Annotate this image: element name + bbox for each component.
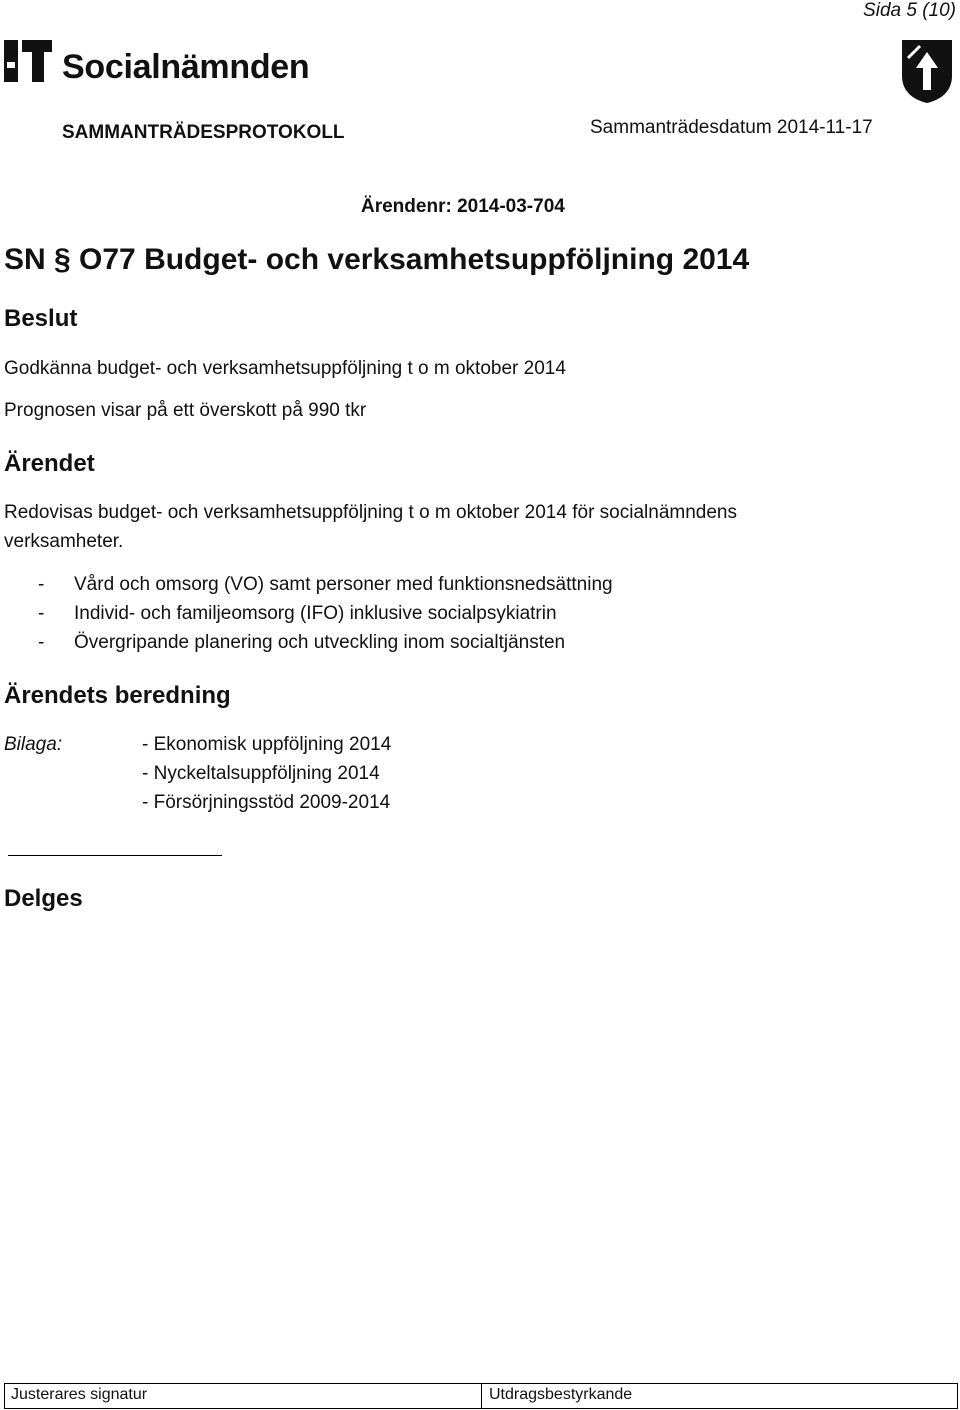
- list-item-text: Vård och omsorg (VO) samt personer med funktionsnedsättning: [74, 574, 613, 595]
- case-number: Ärendenr: 2014-03-704: [361, 196, 565, 217]
- attachment-item: - Försörjningsstöd 2009-2014: [142, 792, 391, 813]
- signature-footer: [4, 1383, 958, 1409]
- decision-heading: Beslut: [4, 305, 78, 332]
- decision-line: Godkänna budget- och verksamhetsuppföljning t o m oktober 2014: [4, 358, 566, 379]
- matter-paragraph-line: Redovisas budget- och verksamhetsuppföljning t o m oktober 2014 för socialnämndens: [4, 502, 737, 523]
- attachment-label: Bilaga:: [4, 734, 63, 755]
- bullet-marker: -: [38, 603, 45, 624]
- list-item-text: Individ- och familjeomsorg (IFO) inklusive socialpsykiatrin: [74, 603, 557, 624]
- certification-label: Utdragsbestyrkande: [489, 1386, 633, 1403]
- organization-name: Socialnämnden: [62, 48, 310, 86]
- preparation-heading: Ärendets beredning: [4, 682, 231, 709]
- matter-heading: Ärendet: [4, 450, 95, 477]
- page-title: SN § O77 Budget- och verksamhetsuppföljning 2014: [4, 243, 750, 276]
- footer-divider: [481, 1384, 482, 1408]
- signature-label: Justerares signatur: [11, 1386, 148, 1403]
- decision-line: Prognosen visar på ett överskott på 990 tkr: [4, 400, 367, 421]
- list-item: [38, 603, 557, 625]
- list-item: [38, 632, 565, 654]
- distribution-heading: Delges: [4, 885, 83, 912]
- divider: [8, 855, 222, 856]
- coat-of-arms-icon: [900, 38, 954, 104]
- meeting-date: Sammanträdesdatum 2014-11-17: [590, 117, 873, 138]
- list-item: [38, 574, 613, 596]
- page-number: Sida 5 (10): [863, 0, 956, 21]
- municipality-logo-icon: [4, 40, 52, 82]
- bullet-marker: -: [38, 574, 45, 595]
- bullet-marker: -: [38, 632, 45, 653]
- matter-paragraph-line: verksamheter.: [4, 531, 124, 552]
- list-item-text: Övergripande planering och utveckling inom socialtjänsten: [74, 632, 566, 653]
- attachment-item: - Ekonomisk uppföljning 2014: [142, 734, 392, 755]
- attachment-item: - Nyckeltalsuppföljning 2014: [142, 763, 380, 784]
- document-type: SAMMANTRÄDESPROTOKOLL: [62, 122, 345, 143]
